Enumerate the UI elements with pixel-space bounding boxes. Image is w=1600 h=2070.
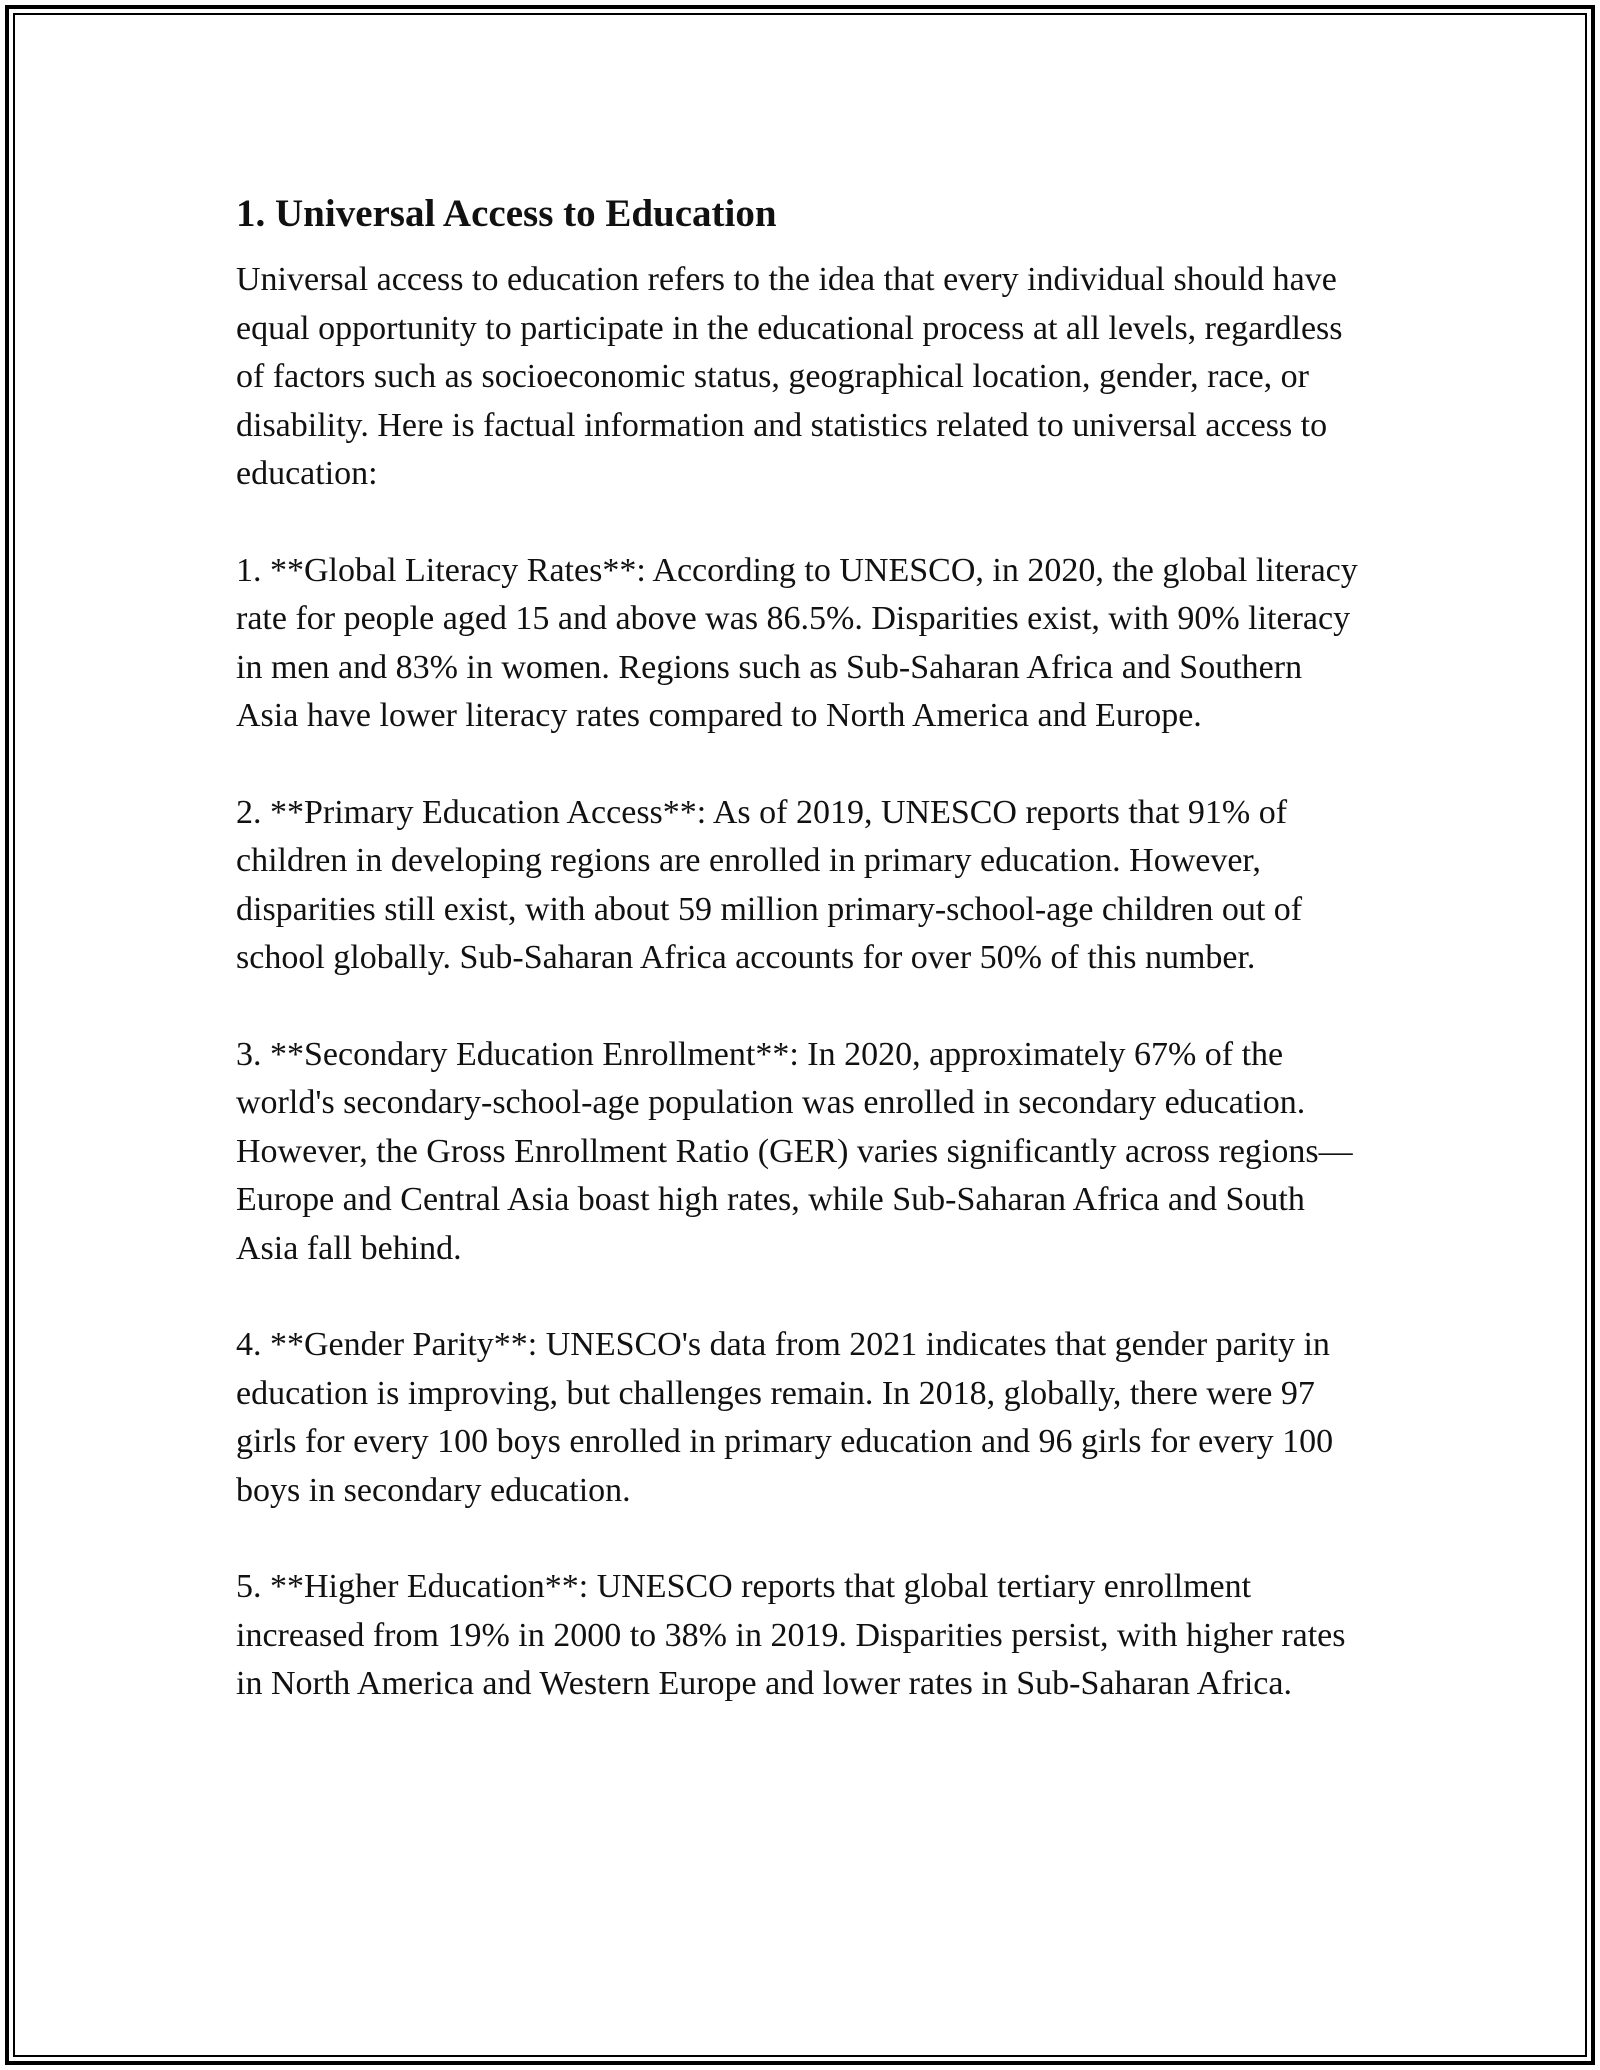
intro-paragraph: Universal access to education refers to the idea that every individual should have equal opportunity to participate in the educational process at all levels, regardless of factors such as socioeconomic status, geographical location, gender, race, or disability. Here is factual information and statistics related to universal access to education: <box>236 261 1343 492</box>
list-item-literacy: 1. **Global Literacy Rates**: According to UNESCO, in 2020, the global literacy rate for people aged 15 and above was 86.5%. Disparities exist, with 90% literacy in men and 83% in women. Regions such as Sub-Saharan Africa and Southern Asia have lower literacy rates compared to North America and Europe. <box>236 551 1358 734</box>
list-item-higher-education: 5. **Higher Education**: UNESCO reports that global tertiary enrollment increased from 19% in 2000 to 38% in 2019. Disparities persist, with higher rates in North America and Western Europe and lower rates in Sub-Saharan Africa. <box>236 1568 1346 1702</box>
section-heading: 1. Universal Access to Education <box>236 192 777 235</box>
list-item-secondary-education: 3. **Secondary Education Enrollment**: In 2020, approximately 67% of the world's secondary-school-age population was enrolled in secondary education. However, the Gross Enrollment Ratio (GER) varies significantly across regions—Europe and Central Asia boast high rates, while Sub-Saharan Africa and South Asia fall behind. <box>236 1035 1353 1267</box>
list-item-gender-parity: 4. **Gender Parity**: UNESCO's data from 2021 indicates that gender parity in education is improving, but challenges remain. In 2018, globally, there were 97 girls for every 100 boys enrolled in primary education and 96 girls for every 100 boys in secondary education. <box>236 1326 1334 1509</box>
list-item-primary-education: 2. **Primary Education Access**: As of 2019, UNESCO reports that 91% of children in developing regions are enrolled in primary education. However, disparities still exist, with about 59 million primary-school-age children out of school globally. Sub-Saharan Africa accounts for over 50% of this number. <box>236 793 1303 976</box>
document-content <box>236 186 1366 1709</box>
